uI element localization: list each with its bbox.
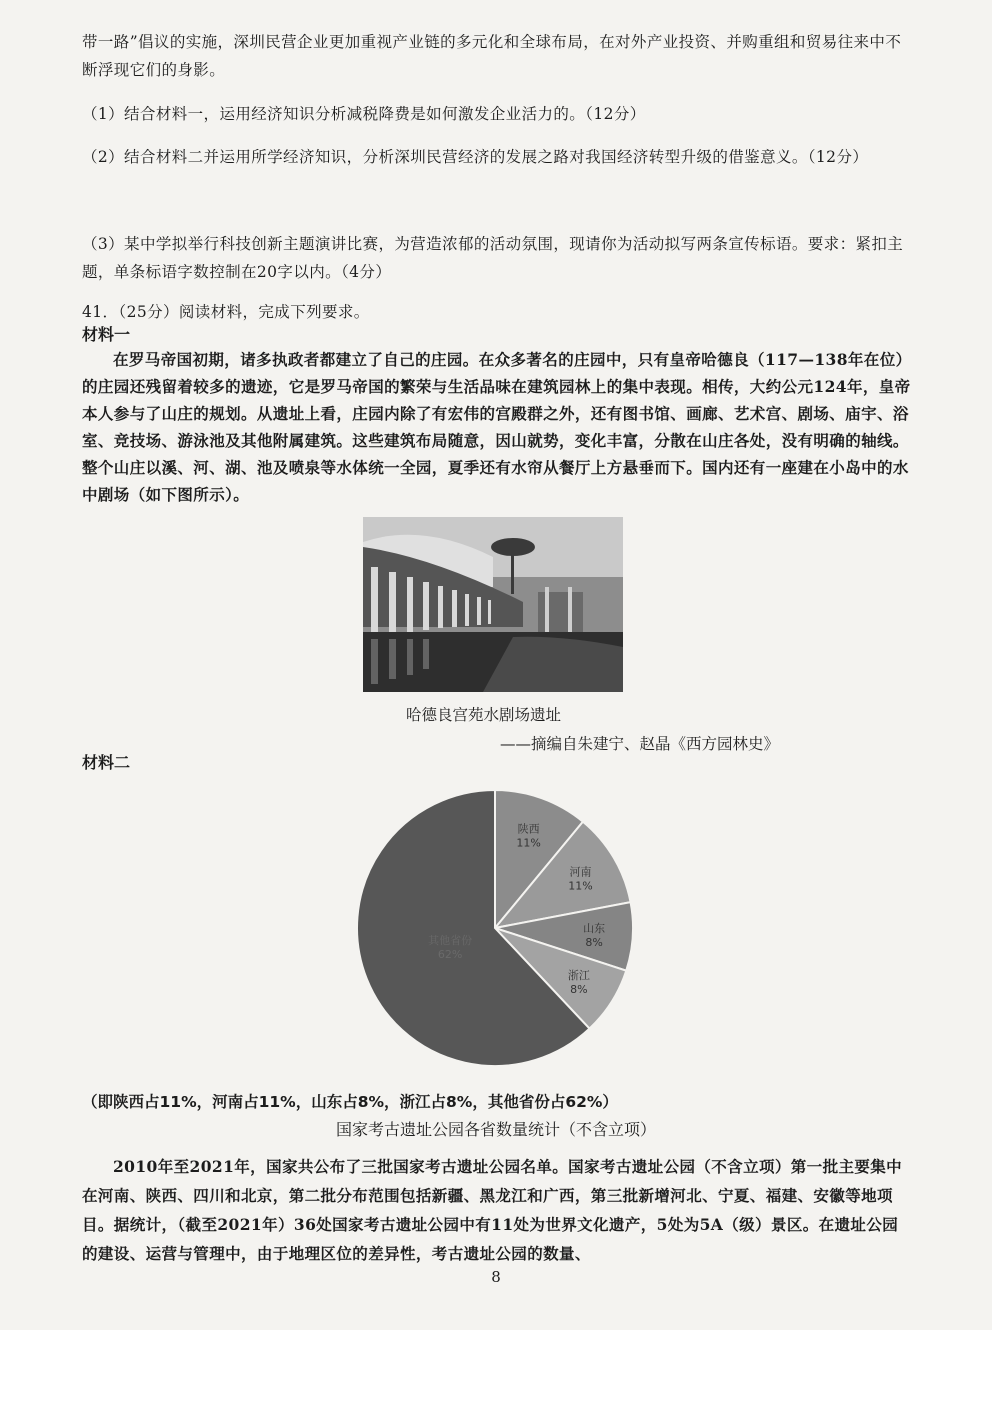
page-number: 8 [491, 1268, 501, 1286]
pie-label-value-2: 8% [585, 936, 603, 950]
pie-label-name-2: 山东 [583, 922, 606, 936]
colonnade-ruins-image [363, 517, 623, 692]
pie-label-name-0: 陕西 [517, 822, 540, 836]
theatre-photo [363, 517, 623, 692]
material1-label: 材料一 [82, 325, 131, 344]
question-1: （1）结合材料一，运用经济知识分析减税降费是如何激发企业活力的。（12分） [82, 105, 646, 123]
blank-bottom-margin [0, 1330, 992, 1403]
pie-label-name-4: 其他省份 [428, 933, 473, 947]
pie-chart [340, 770, 660, 1090]
question-2: （2）结合材料二并运用所学经济知识，分析深圳民营经济的发展之路对我国经济转型升级的借鉴意义。（12分） [82, 148, 869, 166]
header-paragraph: 带一路”倡议的实施，深圳民营企业更加重视产业链的多元化和全球布局，在对外产业投资、并购重组和贸易往来中不断浮现它们的身影。 [82, 33, 902, 79]
pie-label-value-0: 11% [516, 836, 541, 850]
question-3: （3）某中学拟举行科技创新主题演讲比赛，为营造浓郁的活动氛围，现请你为活动拟写两条宣传标语。要求：紧扣主题，单条标语字数控制在20字以内。（4分） [82, 235, 904, 281]
material1-text: 在罗马帝国初期，诸多执政者都建立了自己的庄园。在众多著名的庄园中，只有皇帝哈德良（117—138年在位）的庄园还残留着较多的遗迹，它是罗马帝国的繁荣与生活品味在建筑园林上的集中表现。相传，大约公元124年，皇帝本人参与了山庄的规划。从遗址上看，庄园内除了有宏伟的宫殿群之外，还有图书馆、画廊、艺术宫、剧场、庙宇、浴室、竞技场、游泳池及其他附属建筑。这些建筑布局随意，因山就势，变化丰富，分散在山庄各处，没有明确的轴线。整个山庄以溪、河、湖、池及喷泉等水体统一全园，夏季还有水帘从餐厅上方悬垂而下。国内还有一座建在小岛中的水中剧场（如下图所示）。 [82, 350, 912, 504]
chart-note: （即陕西占11%，河南占11%，山东占8%，浙江占8%，其他省份占62%） [82, 1093, 618, 1111]
material1-source: ——摘编自朱建宁、赵晶《西方园林史》 [500, 735, 780, 753]
material2-label: 材料二 [82, 753, 131, 772]
chart-title: 国家考古遗址公园各省数量统计（不含立项） [335, 1120, 656, 1139]
pie-label-name-1: 河南 [569, 865, 592, 879]
pie-label-value-1: 11% [568, 879, 593, 893]
pie-label-value-3: 8% [570, 983, 588, 997]
pie-label-value-4: 62% [437, 947, 463, 961]
pie-label-name-3: 浙江 [567, 969, 590, 983]
q41-title: 41．（25分）阅读材料，完成下列要求。 [82, 303, 370, 321]
material2-text: 2010年至2021年，国家共公布了三批国家考古遗址公园名单。国家考古遗址公园（不含立项）第一批主要集中在河南、陕西、四川和北京，第二批分布范围包括新疆、黑龙江和广西，第三批新增河北、宁夏、福建、安徽等地项目。据统计，（截至2021年）36处国家考古遗址公园中有11处为世界文化遗产，5处为5A（级）景区。在遗址公园的建设、运营与管理中，由于地理区位的差异性，考古遗址公园的数量、 [82, 1157, 903, 1263]
photo-caption: 哈德良宫苑水剧场遗址 [406, 706, 562, 724]
